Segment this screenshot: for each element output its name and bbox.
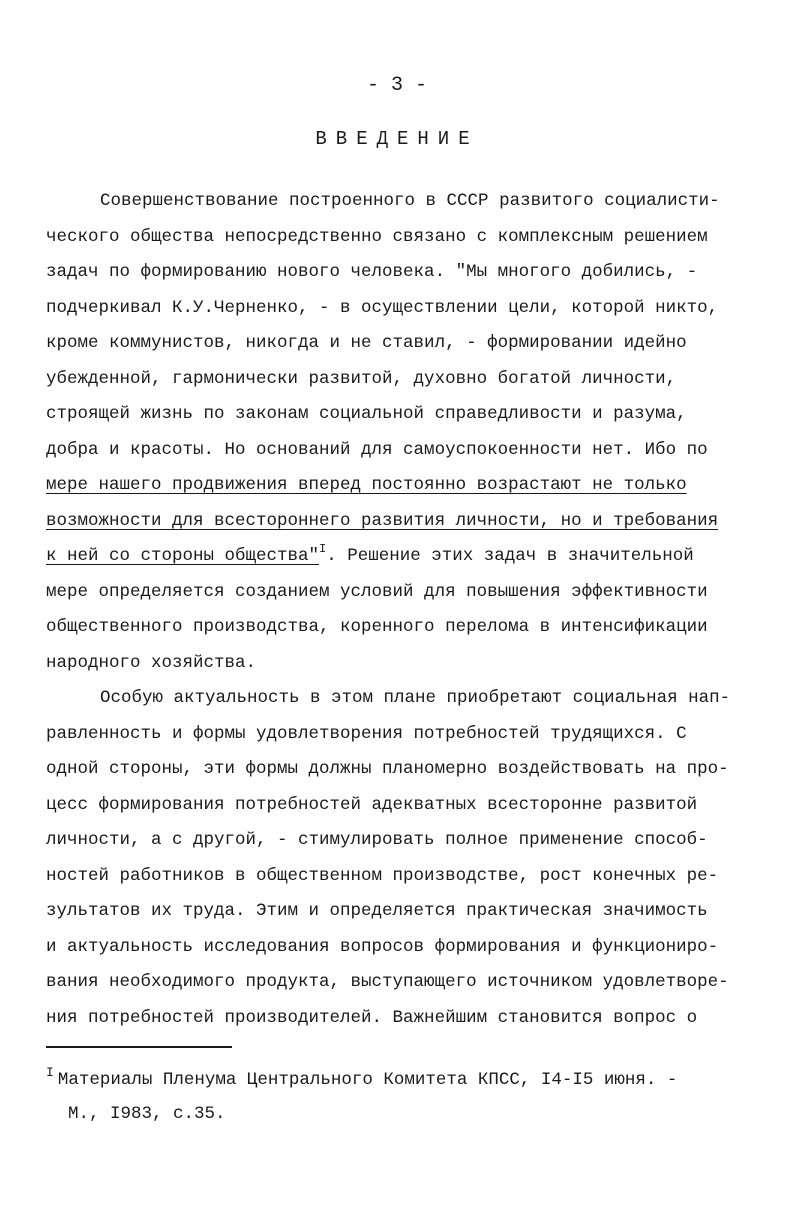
text-line: добра и красоты. Но оснований для самоуспокоенности нет. Ибо по [46,439,708,460]
footnote [46,1056,746,1131]
text-line: Совершенствование построенного в СССР развитого социалисти- [100,191,720,211]
underlined-quote-end: к ней со стороны общества" [46,546,320,566]
text-line: общественного производства, коренного перелома в интенсификации [46,617,708,637]
text-line: подчеркивал К.У.Черненко, - в осуществлении цели, которой никто, [46,297,719,318]
footnote-mark: I [46,1065,54,1080]
text-line: вания необходимого продукта, выступающего источником удовлетворе- [46,972,729,992]
text-line: убежденной, гармонически развитой, духовно богатой личности, [46,368,677,389]
text-line: кроме коммунистов, никогда и не ставил, - формировании идейно [46,333,687,353]
footnote-divider [46,1046,232,1048]
footnote-text: Материалы Пленума Центрального Комитета КПСС, I4-I5 июня. - [57,1070,678,1090]
text-line-with-footnote [46,539,746,575]
text-line: мере определяется созданием условий для повышения эффективности [46,581,708,602]
text-line: ния потребностей производителей. Важнейшим становится вопрос о [46,1007,698,1028]
text-line: Особую актуальность в этом плане приобретают социальная нап- [100,688,731,708]
page-number: - 3 - [366,74,427,97]
underlined-quote-line: возможности для всестороннего развития личности, но и требования [46,510,719,531]
text-line: равленность и формы удовлетворения потребностей трудящихся. С [46,723,687,744]
text-line: личности, а с другой, - стимулировать полное применение способ- [46,830,708,850]
text-line: задач по формированию нового человека. "Мы многого добились, - [46,262,698,282]
text-line: ческого общества непосредственно связано с комплексным решением [46,226,708,247]
underlined-quote-line: мере нашего продвижения вперед постоянно возрастают не только [46,475,687,495]
footnote-reference[interactable]: I [319,542,327,556]
text-line: одной стороны, эти формы должны планомерно воздействовать на про- [46,759,729,779]
text-line: и актуальность исследования вопросов формирования и функциониро- [46,936,719,957]
footnote-line: М., I983, с.35. [68,1104,226,1124]
text-line: ностей работников в общественном производстве, рост конечных ре- [46,865,719,886]
text-line: народного хозяйства. [46,652,257,673]
text-line: строящей жизнь по законам социальной справедливости и разума, [46,404,687,424]
text-line-rest: . Решение этих задач в значительной [326,546,694,566]
text-line: цесс формирования потребностей адекватных всесторонне развитой [46,794,698,815]
footnote-line [46,1056,746,1097]
section-heading: ВВЕДЕНИЕ [315,128,479,150]
text-line: зультатов их труда. Этим и определяется практическая значимость [46,901,708,921]
body-text [46,184,746,1036]
